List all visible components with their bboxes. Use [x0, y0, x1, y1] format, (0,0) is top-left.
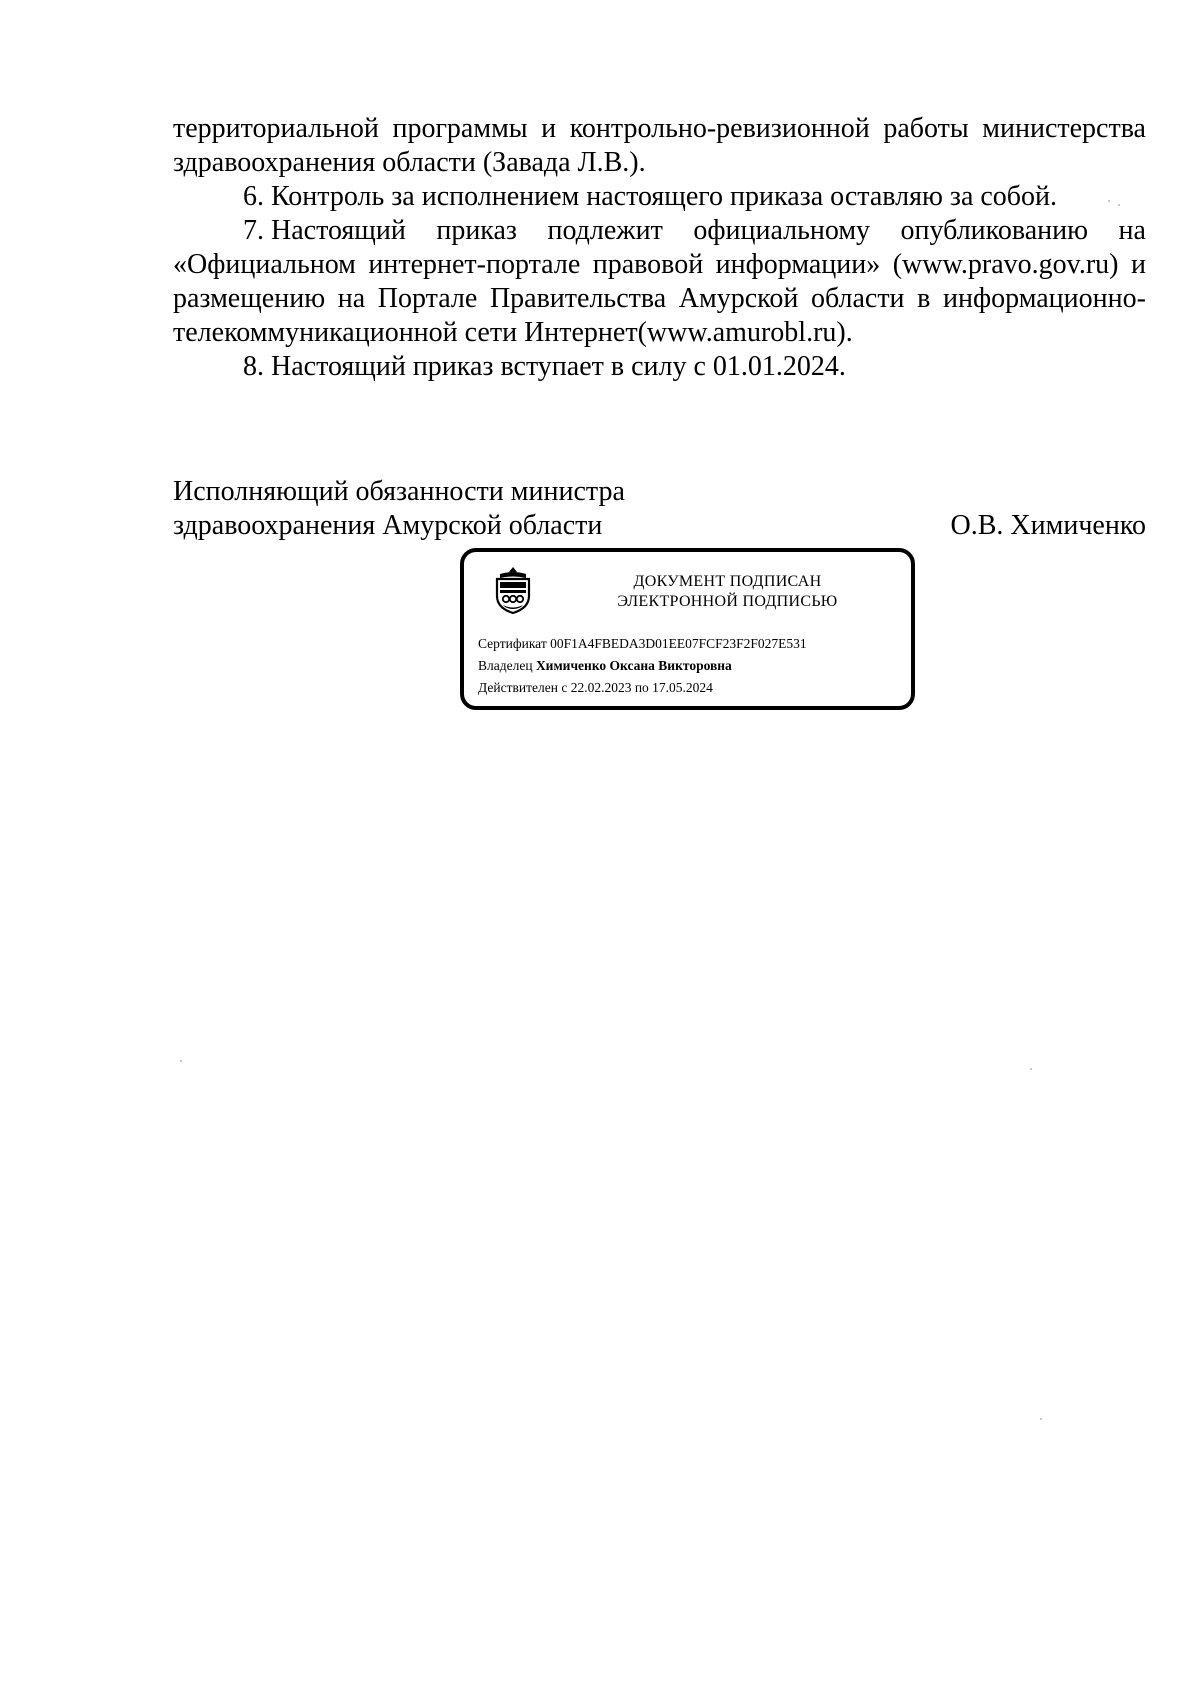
word: контрольно-ревизионной [569, 113, 870, 144]
scan-speck [180, 1060, 182, 1062]
p7-line-3 [173, 282, 1146, 316]
word: и [1130, 249, 1146, 280]
valid-to-label: по [634, 680, 649, 695]
word: «Официальном [173, 249, 356, 280]
stamp-title-line-2: ЭЛЕКТРОННОЙ ПОДПИСЬЮ [617, 593, 838, 610]
scan-speck [1040, 1418, 1042, 1420]
word: на [337, 283, 366, 314]
stamp-title [554, 572, 901, 612]
word: информационно- [943, 283, 1146, 314]
owner-row [478, 655, 807, 677]
word: территориальной [173, 113, 379, 144]
word: (www.pravo.gov.ru) [892, 249, 1119, 280]
certificate-value: 00F1A4FBEDA3D01EE07FCF23F2F027E531 [550, 636, 807, 651]
valid-from: 22.02.2023 [570, 680, 632, 695]
certificate-label: Сертификат [478, 636, 547, 651]
signer-name: О.В. Химиченко [950, 510, 1146, 541]
coat-of-arms-icon [494, 566, 532, 614]
owner-value: Химиченко Оксана Викторовна [535, 658, 732, 673]
electronic-signature-stamp [460, 548, 915, 710]
word: Правительства [489, 283, 667, 314]
word: интернет-портале [368, 249, 581, 280]
word: размещению [173, 283, 326, 314]
p7-line-4: телекоммуникационной сети Интернет(www.amurobl.ru). [173, 317, 853, 348]
owner-label: Владелец [478, 658, 533, 673]
signer-position [173, 475, 625, 543]
word: Амурской [678, 283, 799, 314]
valid-from-label: с [561, 680, 568, 695]
word: области [810, 283, 905, 314]
signer-position-line-2: здравоохранения Амурской области [173, 510, 603, 541]
certificate-row [478, 633, 807, 655]
word: правовой [592, 249, 704, 280]
valid-label: Действителен [478, 680, 558, 695]
word: приказ [436, 215, 517, 246]
word: в [917, 283, 931, 314]
word: на [1118, 215, 1146, 246]
stamp-title-line-1: ДОКУМЕНТ ПОДПИСАН [633, 573, 822, 590]
word: подлежит [547, 215, 663, 246]
word: официальному [693, 215, 871, 246]
valid-to: 17.05.2024 [652, 680, 713, 695]
word: 7. Настоящий [243, 215, 406, 246]
word: информации» [715, 249, 881, 280]
validity-row [478, 677, 807, 699]
order-body [173, 112, 1146, 384]
paragraph-8: 8. Настоящий приказ вступает в силу с 01.01.2024. [243, 351, 846, 382]
stamp-details [478, 633, 807, 699]
word: работы [883, 113, 969, 144]
word: и [541, 113, 557, 144]
scan-speck [1030, 1068, 1032, 1070]
word: министерства [982, 113, 1146, 144]
signer-position-line-1: Исполняющий обязанности министра [173, 476, 625, 507]
p7-line-2 [173, 248, 1146, 282]
p7-line-1 [173, 214, 1146, 248]
paragraph-6: 6. Контроль за исполнением настоящего приказа оставляю за собой. [243, 181, 1058, 212]
p5-line-2: здравоохранения области (Завада Л.В.). [173, 147, 646, 178]
scan-speck [1118, 204, 1120, 206]
word: Портале [377, 283, 478, 314]
p5-line-1 [173, 112, 1146, 146]
word: программы [392, 113, 528, 144]
word: опубликованию [900, 215, 1089, 246]
scan-speck [1108, 200, 1110, 202]
